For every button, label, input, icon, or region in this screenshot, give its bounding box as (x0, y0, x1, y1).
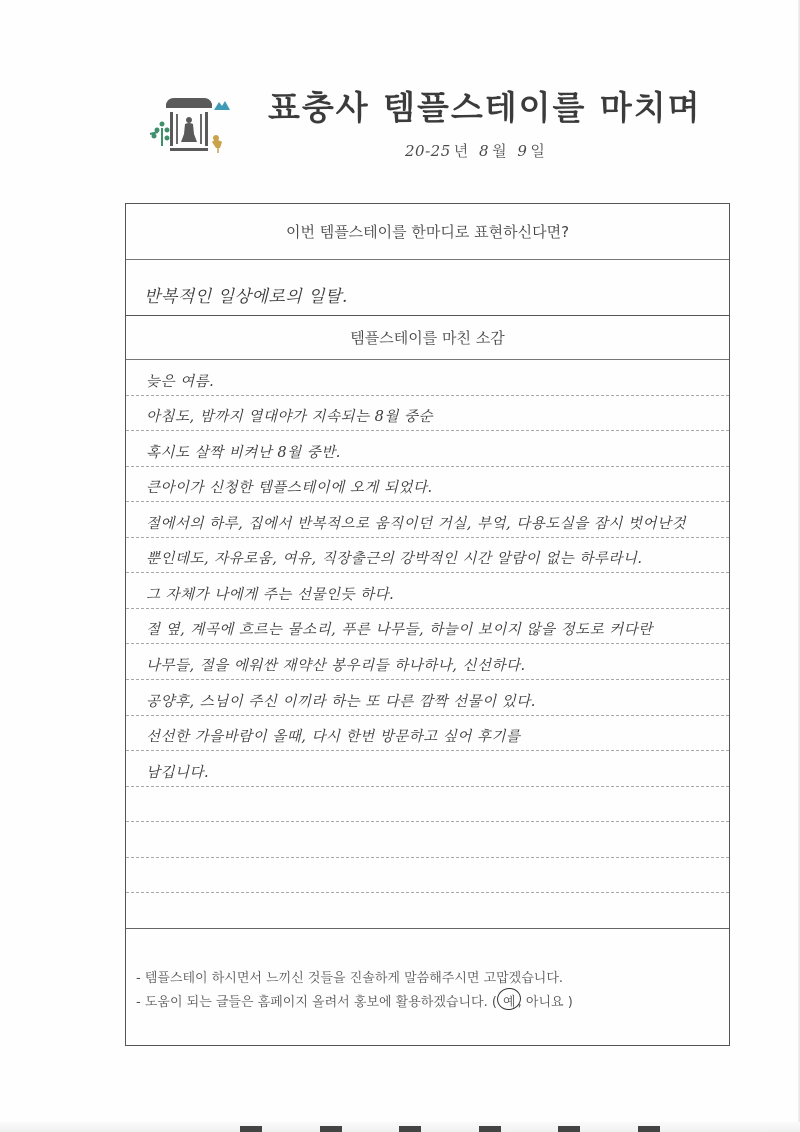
ruled-line (126, 751, 729, 787)
consent-close-paren: ) (567, 995, 573, 1010)
ruled-line (126, 467, 729, 503)
ruled-line (126, 716, 729, 752)
impressions-field[interactable] (126, 360, 729, 929)
feedback-form (125, 203, 730, 1046)
temple-logo-icon (140, 90, 230, 160)
handwritten-line: 뿐인데도, 자유로움, 여유, 직장출근의 강박적인 시간 알람이 없는 하루라니. (146, 551, 643, 568)
section-label: 템플스테이를 마친 소감 (350, 329, 505, 347)
ruled-line (126, 822, 729, 858)
day-label: 일 (530, 142, 545, 160)
handwritten-line: 늦은 여름. (146, 373, 215, 390)
handwritten-line: 절 옆, 계곡에 흐르는 물소리, 푸른 나무들, 하늘이 보이지 않을 정도로 커다란 (146, 622, 653, 639)
ruled-line (126, 644, 729, 680)
consent-text: - 도움이 되는 글들은 홈페이지 올려서 홍보에 활용하겠습니다. ( (136, 995, 497, 1010)
ruled-line (126, 538, 729, 574)
scan-edge-marks (240, 1126, 660, 1132)
ruled-line (126, 360, 729, 396)
answer-field[interactable] (126, 260, 729, 316)
ruled-line (126, 858, 729, 894)
ruled-line (126, 431, 729, 467)
ruled-line (126, 787, 729, 823)
note-sincere-feedback: - 템플스테이 하시면서 느끼신 것들을 진솔하게 말씀해주시면 고맙겠습니다. (136, 971, 564, 986)
page-title: 표충사 템플스테이를 마치며 (268, 88, 702, 127)
ruled-line (126, 396, 729, 432)
notes-section (126, 929, 729, 1045)
ruled-line (126, 502, 729, 538)
date-month[interactable]: 8 (479, 142, 490, 160)
consent-yes-label: 예 (503, 995, 516, 1010)
ruled-line (126, 609, 729, 645)
answer-text: 반복적인 일상에로의 일탈. (144, 287, 348, 307)
handwritten-line: 아침도, 밤까지 열대야가 지속되는 8월 중순 (146, 409, 433, 426)
handwritten-line: 공양후, 스님이 주신 이끼라 하는 또 다른 깜짝 선물이 있다. (146, 693, 536, 710)
consent-no-option[interactable]: 아니요 (525, 995, 564, 1010)
handwritten-line: 혹시도 살짝 비켜난 8월 중반. (146, 444, 341, 461)
consent-yes-option[interactable] (501, 991, 518, 1010)
handwritten-line: 큰아이가 신청한 템플스테이에 오게 되었다. (146, 480, 433, 497)
section-header (126, 316, 729, 360)
date-day[interactable]: 9 (517, 142, 528, 160)
question-header (126, 204, 729, 260)
handwritten-line: 남깁니다. (146, 764, 210, 781)
handwritten-line: 절에서의 하루, 집에서 반복적으로 움직이던 거실, 부엌, 다용도실을 잠시 벗어난것 (146, 515, 687, 532)
date-line (405, 140, 551, 161)
ruled-line (126, 680, 729, 716)
year-label: 년 (453, 142, 469, 160)
question-label: 이번 템플스테이를 한마디로 표현하신다면? (285, 223, 570, 241)
date-year[interactable]: 20-25 (405, 142, 451, 160)
note-homepage-consent (136, 991, 573, 1010)
handwritten-line: 선선한 가을바람이 올때, 다시 한번 방문하고 싶어 후기를 (146, 729, 521, 746)
option-separator: , (517, 995, 522, 1010)
ruled-line (126, 893, 729, 929)
month-label: 월 (492, 142, 507, 160)
handwritten-line: 나무들, 절을 에워싼 재약산 봉우리들 하나하나, 신선하다. (146, 658, 526, 675)
ruled-line (126, 573, 729, 609)
handwritten-line: 그 자체가 나에게 주는 선물인듯 하다. (146, 586, 395, 603)
